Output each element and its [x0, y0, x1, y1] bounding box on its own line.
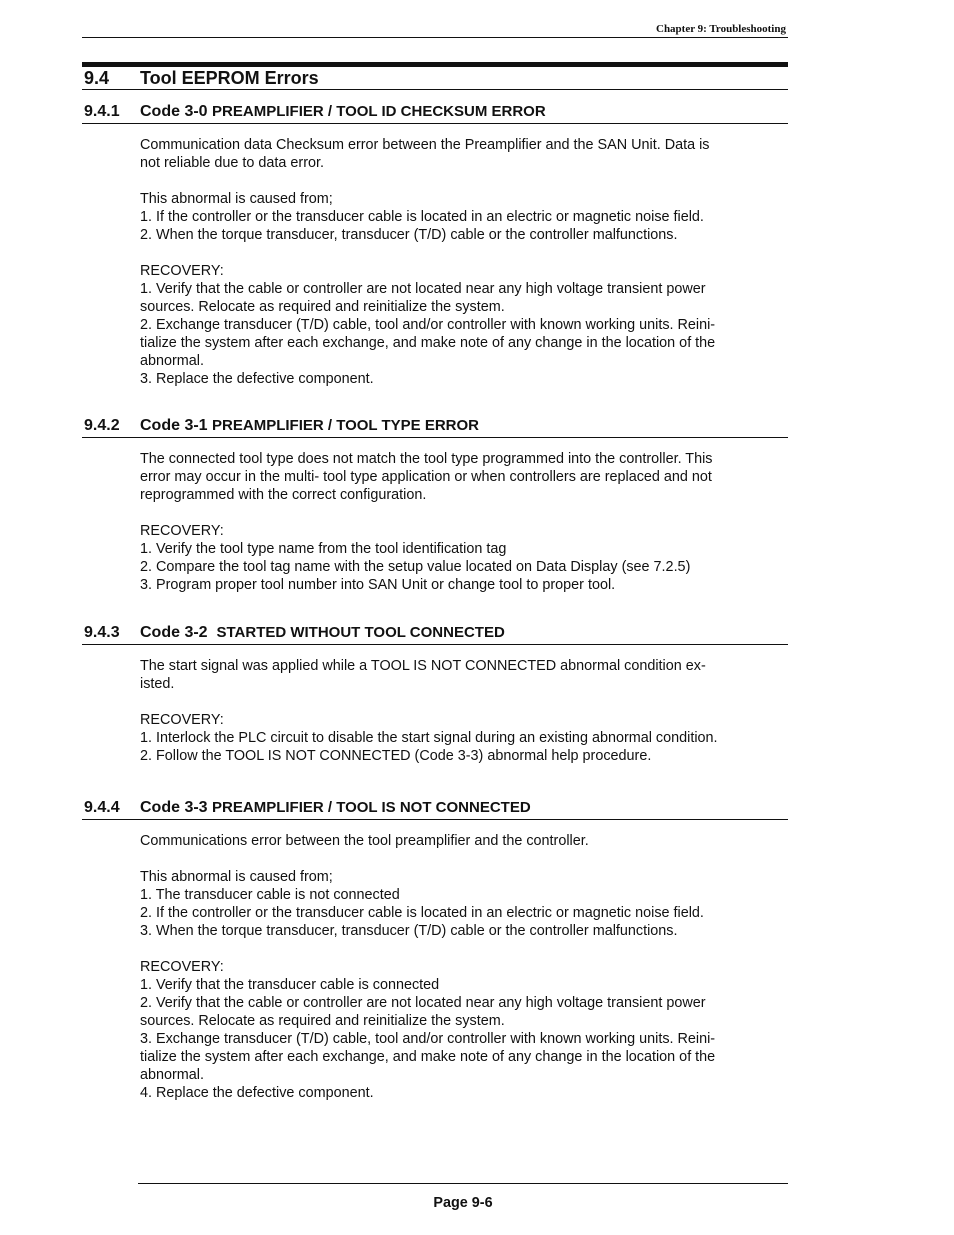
- text-line: 1. Interlock the PLC circuit to disable the start signal during an existing abnormal condition.: [140, 730, 718, 746]
- error-code: Code 3-2: [140, 624, 208, 641]
- text-line: The connected tool type does not match the tool type programmed into the controller. This: [140, 451, 713, 467]
- text-line: 2. Compare the tool tag name with the setup value located on Data Display (see 7.2.5): [140, 559, 691, 575]
- subsection-body: [140, 450, 780, 594]
- paragraph: [140, 450, 780, 504]
- text-line: Communications error between the tool preamplifier and the controller.: [140, 833, 589, 849]
- text-line: 1. If the controller or the transducer cable is located in an electric or magnetic noise field.: [140, 209, 704, 225]
- text-line: 2. If the controller or the transducer cable is located in an electric or magnetic noise field.: [140, 905, 704, 921]
- paragraph: [140, 657, 780, 693]
- error-name: PREAMPLIFIER / TOOL IS NOT CONNECTED: [212, 799, 531, 816]
- text-line: 1. Verify the tool type name from the tool identification tag: [140, 541, 507, 557]
- text-line: This abnormal is caused from;: [140, 191, 333, 207]
- text-line: sources. Relocate as required and reinitialize the system.: [140, 299, 505, 315]
- text-line: abnormal.: [140, 353, 204, 369]
- text-line: 3. Exchange transducer (T/D) cable, tool and/or controller with known working units. Reini-: [140, 1031, 716, 1047]
- text-line: 4. Replace the defective component.: [140, 1085, 374, 1101]
- paragraph: [140, 832, 780, 850]
- subsection-title: [140, 799, 531, 817]
- recovery-label: RECOVERY:: [140, 959, 224, 975]
- error-code: Code 3-1: [140, 417, 208, 434]
- subsection-9-4-1: [82, 101, 788, 388]
- error-code: Code 3-3: [140, 799, 208, 816]
- text-line: tialize the system after each exchange, and make note of any change in the location of the: [140, 1049, 716, 1065]
- subsection-number: 9.4.1: [84, 103, 120, 120]
- text-line: tialize the system after each exchange, and make note of any change in the location of the: [140, 335, 716, 351]
- text-line: 1. Verify that the transducer cable is connected: [140, 977, 440, 993]
- recovery-label: RECOVERY:: [140, 523, 224, 539]
- text-line: This abnormal is caused from;: [140, 869, 333, 885]
- recovery-paragraph: [140, 958, 780, 1102]
- text-line: 1. Verify that the cable or controller are not located near any high voltage transient power: [140, 281, 706, 297]
- text-line: isted.: [140, 676, 175, 692]
- text-line: abnormal.: [140, 1067, 204, 1083]
- error-name: PREAMPLIFIER / TOOL ID CHECKSUM ERROR: [212, 103, 546, 120]
- subsection-title: [140, 103, 546, 121]
- paragraph: [140, 190, 780, 244]
- subsection-body: [140, 136, 780, 388]
- recovery-paragraph: [140, 711, 780, 765]
- text-line: 2. Verify that the cable or controller are not located near any high voltage transient power: [140, 995, 706, 1011]
- subsection-title: [140, 624, 505, 642]
- subsection-number: 9.4.2: [84, 417, 120, 434]
- subsection-number: 9.4.3: [84, 624, 120, 641]
- running-header: Chapter 9: Troubleshooting: [656, 23, 786, 35]
- section-rule: [82, 89, 788, 90]
- section-title: [84, 68, 319, 89]
- header-rule: [82, 37, 788, 38]
- text-line: 3. When the torque transducer, transducer (T/D) cable or the controller malfunctions.: [140, 923, 678, 939]
- text-line: The start signal was applied while a TOOL IS NOT CONNECTED abnormal condition ex-: [140, 658, 706, 674]
- error-name: STARTED WITHOUT TOOL CONNECTED: [216, 624, 505, 641]
- section-title-text: Tool EEPROM Errors: [140, 68, 319, 88]
- text-line: Communication data Checksum error between the Preamplifier and the SAN Unit. Data is: [140, 137, 710, 153]
- error-name: PREAMPLIFIER / TOOL TYPE ERROR: [212, 417, 480, 434]
- subsection-9-4-2: [82, 415, 788, 594]
- subsection-body: [140, 657, 780, 765]
- recovery-paragraph: [140, 262, 780, 388]
- error-code: Code 3-0: [140, 103, 208, 120]
- text-line: 1. The transducer cable is not connected: [140, 887, 400, 903]
- recovery-paragraph: [140, 522, 780, 594]
- text-line: sources. Relocate as required and reinitialize the system.: [140, 1013, 505, 1029]
- subsection-number: 9.4.4: [84, 799, 120, 816]
- text-line: 3. Program proper tool number into SAN Unit or change tool to proper tool.: [140, 577, 616, 593]
- footer-rule: [138, 1183, 788, 1184]
- page-number: Page 9-6: [433, 1195, 493, 1211]
- section-bar: [82, 62, 788, 67]
- text-line: 3. Replace the defective component.: [140, 371, 374, 387]
- subsection-heading: [82, 797, 788, 820]
- subsection-9-4-3: [82, 622, 788, 765]
- subsection-title: [140, 417, 479, 435]
- paragraph: [140, 136, 780, 172]
- subsection-heading: [82, 101, 788, 124]
- subsection-9-4-4: [82, 797, 788, 1102]
- subsection-body: [140, 832, 780, 1102]
- text-line: 2. Exchange transducer (T/D) cable, tool and/or controller with known working units. Reini-: [140, 317, 716, 333]
- text-line: 2. When the torque transducer, transducer (T/D) cable or the controller malfunctions.: [140, 227, 678, 243]
- subsection-heading: [82, 415, 788, 438]
- section-number: 9.4: [84, 68, 110, 88]
- paragraph: [140, 868, 780, 940]
- subsection-heading: [82, 622, 788, 645]
- text-line: 2. Follow the TOOL IS NOT CONNECTED (Code 3-3) abnormal help procedure.: [140, 748, 652, 764]
- recovery-label: RECOVERY:: [140, 712, 224, 728]
- text-line: reprogrammed with the correct configuration.: [140, 487, 427, 503]
- text-line: not reliable due to data error.: [140, 155, 325, 171]
- text-line: error may occur in the multi- tool type application or when controllers are replaced and not: [140, 469, 712, 485]
- recovery-label: RECOVERY:: [140, 263, 224, 279]
